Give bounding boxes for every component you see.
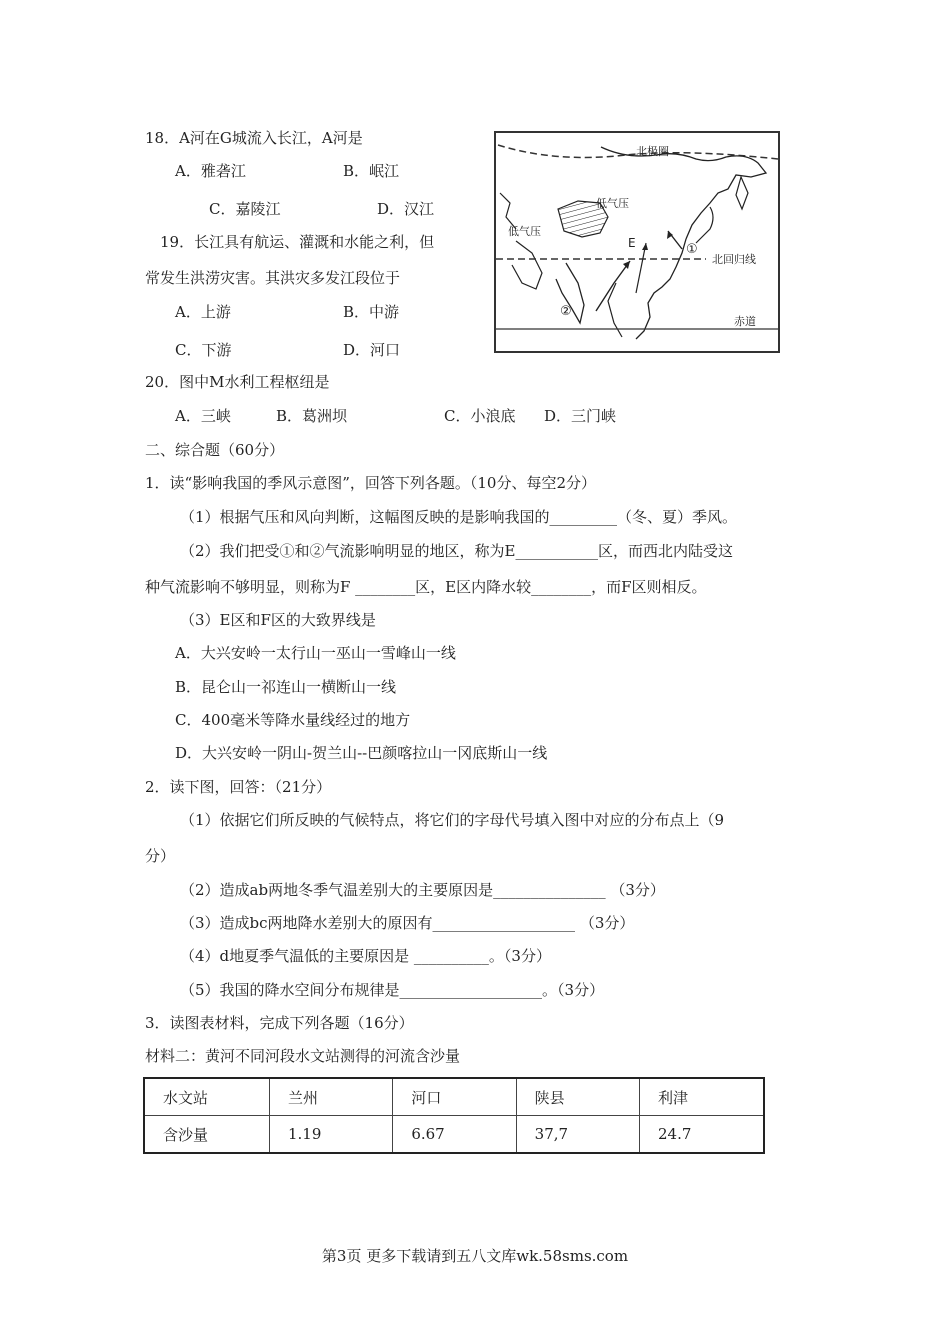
arrow-1-label: ① [686,242,698,257]
equator-label: 赤道 [734,315,756,328]
q18-option-a: A．雅砻江 [175,162,246,180]
q20-option-a: A．三峡 [175,407,231,425]
q3-material-caption: 材料二：黄河不同河段水文站测得的河流含沙量 [145,1047,461,1065]
q1-part3: （3）E区和F区的大致界线是 [180,611,376,629]
q18-option-b: B．岷江 [343,162,400,180]
q19-option-d: D．河口 [343,341,401,359]
monsoon-map [494,131,780,353]
arrow-2-label: ② [560,304,572,319]
q20-option-d: D．三门峡 [544,407,617,425]
q18-option-c: C．嘉陵江 [209,200,281,218]
q2-part4: （4）d地夏季气温低的主要原因是 __________。（3分） [180,947,551,965]
arrow-2-line [596,261,630,311]
table-header-cell: 水文站 [144,1078,270,1116]
q20-option-c: C．小浪底 [444,407,516,425]
q19-option-c: C．下游 [175,341,232,359]
table-row [144,1116,764,1154]
e-region-label: E [628,236,636,250]
table-cell: 37,7 [516,1116,639,1154]
tropic-label: 北回归线 [712,253,756,266]
table-cell: 1.19 [270,1116,393,1154]
arctic-label: 北极圈 [636,145,669,158]
sediment-table [143,1077,765,1154]
q18-stem: 18．A河在G城流入长江，A河是 [145,129,363,147]
q2-stem: 2．读下图，回答：（21分） [145,778,332,796]
q19-stem-line1: 19．长江具有航运、灌溉和水能之利，但 [160,233,435,251]
low-pressure-label-2: 低气压 [508,225,541,238]
q2-part3: （3）造成bc两地降水差别大的原因有___________________ （3分） [180,914,635,932]
arrow-3-head [642,243,648,250]
europe-coast [500,193,516,229]
north-coast [601,147,766,239]
arrow-2-head [623,261,630,269]
q18-option-d: D．汉江 [377,200,435,218]
table-header-cell: 陕县 [516,1078,639,1116]
arabia [512,241,542,289]
q19-stem-line2: 常发生洪涝灾害。其洪灾多发江段位于 [145,269,401,287]
table-cell: 含沙量 [144,1116,270,1154]
table-header-cell: 利津 [639,1078,764,1116]
table-header-cell: 河口 [393,1078,516,1116]
arrow-3-line [636,243,646,293]
q1-stem: 1．读“影响我国的季风示意图”，回答下列各题。（10分、每空2分） [145,474,597,492]
q20-stem: 20．图中M水利工程枢纽是 [145,373,330,391]
q19-option-a: A．上游 [175,303,231,321]
q1-part2-line2: 种气流影响不够明显，则称为F ________区，E区内降水较________，而F区则相反。 [145,578,707,596]
q1-option-a: A．大兴安岭一太行山一巫山一雪峰山一线 [175,644,456,662]
q20-option-b: B．葛洲坝 [276,407,348,425]
q1-option-c: C．400毫米等降水量线经过的地方 [175,711,411,729]
table-header-cell: 兰州 [270,1078,393,1116]
q1-option-d: D．大兴安岭一阴山-贺兰山--巴颜喀拉山一冈底斯山一线 [175,744,548,762]
arrow-1-head [667,231,673,239]
q19-option-b: B．中游 [343,303,400,321]
page-footer: 第3页 更多下载请到五八文库wk.58sms.com [321,1247,629,1265]
q3-stem: 3．读图表材料，完成下列各题（16分） [145,1014,414,1032]
q1-option-b: B．昆仑山一祁连山一横断山一线 [175,678,397,696]
table-cell: 6.67 [393,1116,516,1154]
section2-title: 二、综合题（60分） [145,441,285,459]
low-pressure-label-1: 低气压 [596,197,629,210]
table-header-row [144,1078,764,1116]
q2-part1-line1: （1）依据它们所反映的气候特点，将它们的字母代号填入图中对应的分布点上（9 [180,811,725,829]
q2-part2: （2）造成ab两地冬季气温差别大的主要原因是_______________ （3分） [180,881,665,899]
monsoon-map-drawing [496,133,778,351]
table-cell: 24.7 [639,1116,764,1154]
q1-part1: （1）根据气压和风向判断，这幅图反映的是影响我国的_________（冬、夏）季风。 [180,508,738,526]
japan [696,207,713,243]
q2-part1-line2: 分） [145,847,176,865]
q2-part5: （5）我国的降水空间分布规律是___________________。（3分） [180,981,605,999]
kamchatka [736,177,748,209]
q1-part2-line1: （2）我们把受①和②气流影响明显的地区，称为E___________区，而西北内陆受这 [180,542,733,560]
